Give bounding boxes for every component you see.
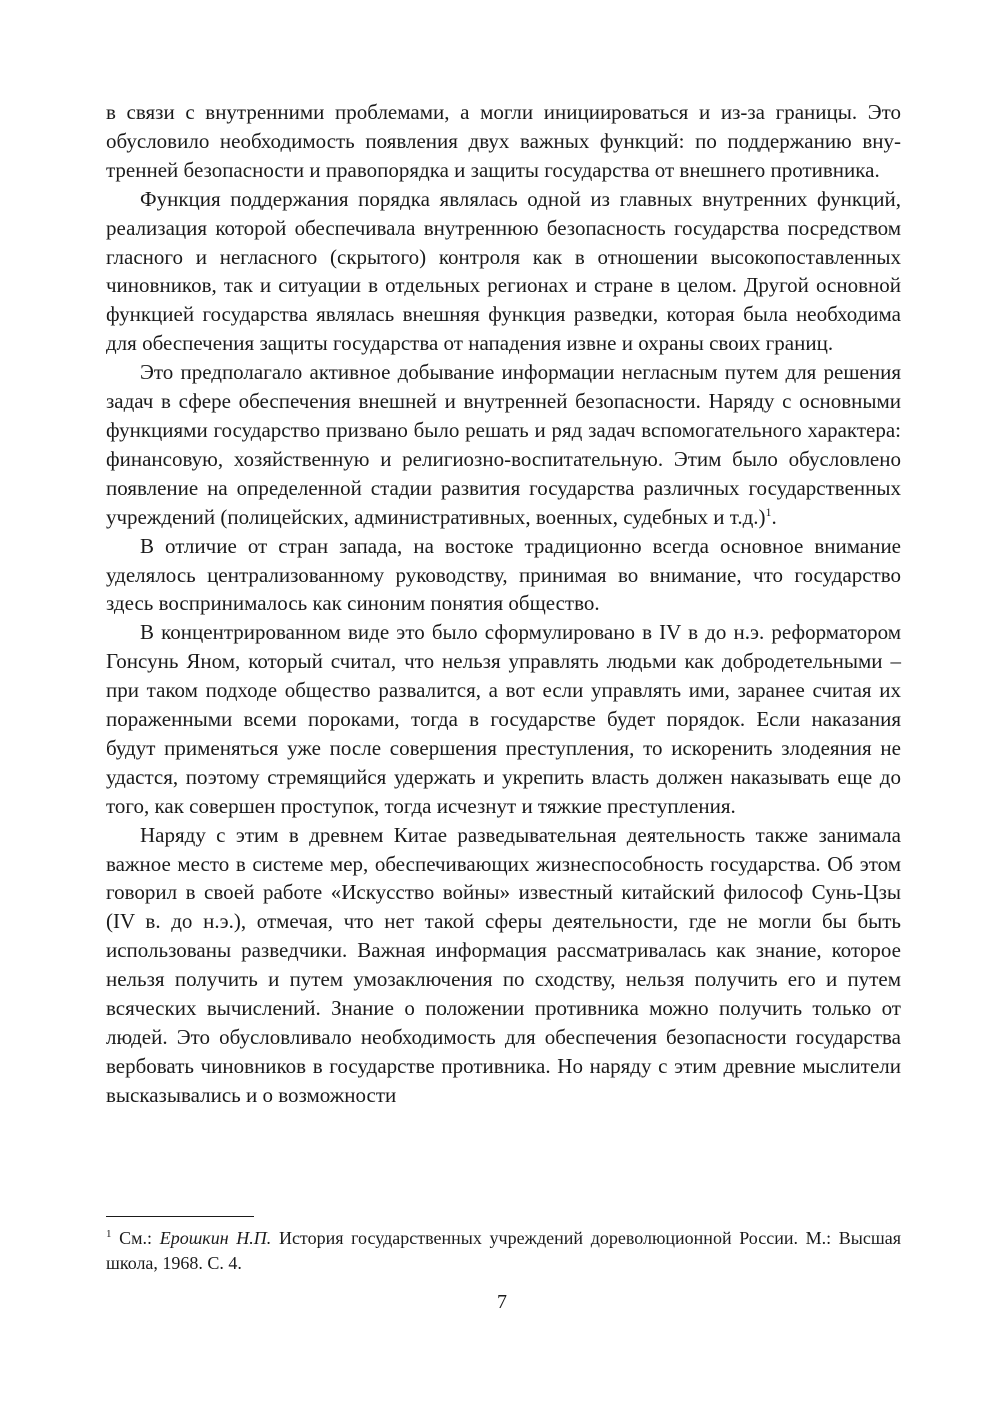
- paragraph: В отличие от стран запада, на востоке традиционно всегда основное внимание уделялось централизованному руководству, принимая во внимание, что государство здесь воспринималось как синоним понятия общество.: [106, 533, 901, 616]
- footnote-reference[interactable]: 1: [765, 504, 772, 519]
- paragraph: Наряду с этим в древнем Китае разведывательная деятельность также занимала важное место в системе мер, обеспечивающих жизнеспособность государства. Об этом говорил в своей работе «Искусство войны» известный китайский философ Сунь-Цзы (IV в. до н.э.), отмечая, что нет такой сферы деятельности, где не могли бы быть использованы разведчики. Важная информация рассматривалась как знание, которое нельзя получить и путем умозаключения по сходству, нельзя получить его и путем всяческих вычислений. Знание о положении противника можно получить только от людей. Это обусловливало необходимость для обеспечения безопасности государства вербовать чиновников в государстве противника. Но наряду с этим древние мыслители высказывались и о возможности: [106, 822, 901, 1107]
- page-number: 7: [497, 1291, 507, 1313]
- footnote-prefix: См.:: [111, 1228, 160, 1248]
- paragraph: в связи с внутренними проблемами, а могли инициироваться и из-за границы. Это обусловило необходимость появления двух важных функций: по поддержанию внутренней безопасности и правопорядка и защиты государства от внешнего противника.: [106, 100, 901, 182]
- footnote: [106, 1226, 901, 1276]
- paragraph-text: Это предполагало активное добывание информации негласным путем для решения задач в сфере обеспечения внешней и внутренней безопасности. Наряду с основными функциями государство призвано было решать и ряд задач вспомогательного характера: финансовую, хозяйственную и религиозно-воспитательную. Этим было обусловлено появление на определенной стадии развития государства различных государственных учреждений (полицейских, административных, военных, судебных и т.д.): [106, 360, 901, 529]
- main-text: [106, 98, 901, 1110]
- paragraph-tail: .: [771, 504, 777, 529]
- footnote-author: Ерошкин Н.П.: [159, 1228, 272, 1248]
- paragraph: Функция поддержания порядка являлась одной из главных внутренних функций, реализация которой обеспечивала внутреннюю безопасность государства посредством гласного и негласного (скрытого) контроля как в отношении высокопоставленных чиновников, так и ситуации в отдельных регионах и стране в целом. Другой основной функцией государства являлась внешняя функция разведки, которая была необходима для обеспечения защиты государства от нападения извне и охраны своих границ.: [106, 186, 901, 356]
- footnote-marker: 1: [106, 1228, 112, 1240]
- paragraph: В концентрированном виде это было сформулировано в IV в до н.э. реформатором Гонсунь Яном, который считал, что нельзя управлять людьми как добродетельными – при таком подходе общество развалится, а вот если управлять ими, заранее считая их пораженными всеми пороками, тогда в государстве будет порядок. Если наказания будут применяться уже после совершения преступления, то искоренить злодеяния не удастся, поэтому стремящийся удержать и укрепить власть должен наказывать еще до того, как совершен проступок, тогда исчезнут и тяжкие преступления.: [106, 620, 901, 818]
- footnote-divider: [106, 1216, 254, 1217]
- paragraph: [106, 358, 901, 531]
- footnote-text: История государственных учреждений дореволюционной России. М.: Высшая школа, 1968. С. 4.: [106, 1228, 901, 1273]
